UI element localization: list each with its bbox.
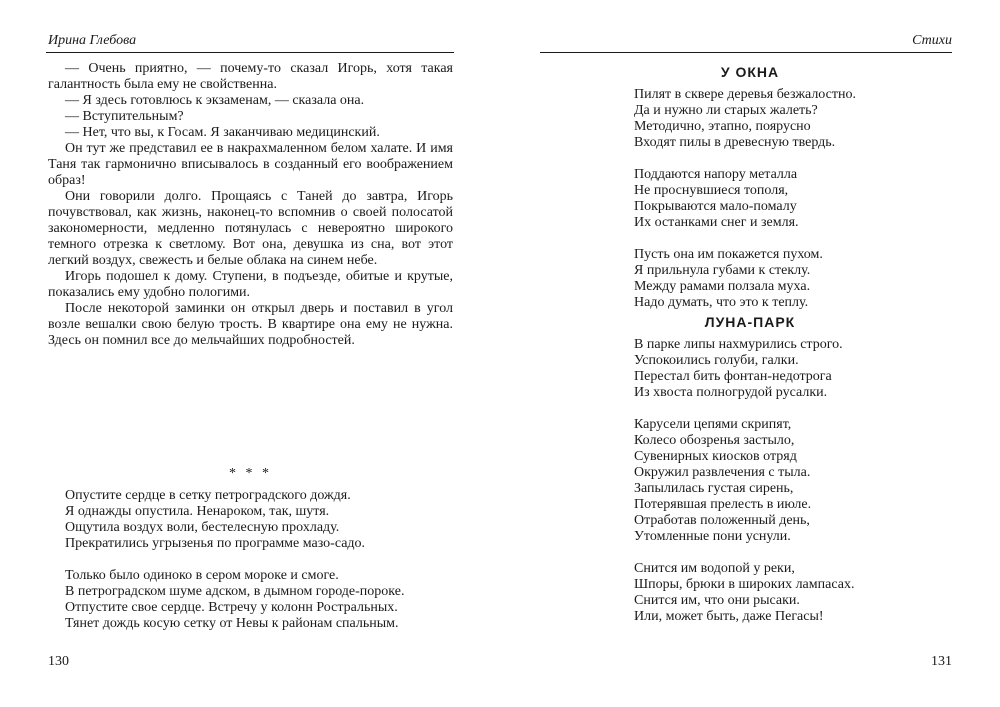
- stanza: [634, 337, 854, 401]
- verse-line: Опустите сердце в сетку петроградского дождя.: [65, 488, 351, 503]
- paragraph: — Очень приятно, — почему-то сказал Игорь, хотя такая галантность была ему не свойственна.: [48, 61, 453, 92]
- verse-line: Да и нужно ли старых жалеть?: [634, 103, 818, 118]
- page-number: 131: [931, 654, 952, 669]
- verse-line: Поддаются напору металла: [634, 167, 798, 182]
- verse-line: Отпустите свое сердце. Встречу у колонн Ростральных.: [65, 600, 398, 615]
- verse-line: Прекратились угрызенья по программе мазо-садо.: [65, 536, 366, 551]
- verse-line: Из хвоста полногрудой русалки.: [634, 385, 828, 400]
- stanza: [65, 568, 404, 632]
- paragraph: Он тут же представил ее в накрахмаленном белом халате. И имя Таня так гармонично вписывалось в созданный его воображением образ!: [48, 141, 453, 188]
- verse-line: Перестал бить фонтан-недотрога: [634, 369, 832, 384]
- paragraph: После некоторой заминки он открыл дверь и поставил в угол возле вешалки свою белую трость. В квартире она ему не нужна. Здесь он помнил все до мельчайших подробностей.: [48, 301, 453, 348]
- page-number: 130: [48, 654, 69, 669]
- verse-line: Отработав положенный день,: [634, 513, 810, 528]
- verse-line: Колесо обозренья застыло,: [634, 433, 795, 448]
- poem-title: ЛУНА-ПАРК: [704, 314, 796, 330]
- running-head-author: Ирина Глебова: [48, 33, 137, 48]
- prose-excerpt: [48, 61, 453, 349]
- verse-line: Запылилась густая сирень,: [634, 481, 794, 496]
- poem-luna-park: [634, 337, 854, 625]
- verse-line: Окружил развлечения с тыла.: [634, 465, 811, 480]
- verse-line: Шпоры, брюки в широких лампасах.: [634, 577, 855, 592]
- paragraph: — Я здесь готовлюсь к экзаменам, — сказала она.: [65, 93, 365, 108]
- verse-line: Только было одиноко в сером мороке и смоге.: [65, 568, 339, 583]
- verse-line: Я прильнула губами к стеклу.: [634, 263, 811, 278]
- poem-separator: * * *: [229, 466, 272, 481]
- verse-line: Снится им, что они рысаки.: [634, 593, 800, 608]
- verse-line: Их останками снег и земля.: [634, 215, 799, 230]
- verse-line: Успокоились голуби, галки.: [634, 353, 799, 368]
- stanza: [634, 167, 856, 231]
- verse-line: Между рамами ползала муха.: [634, 279, 811, 294]
- verse-line: В петроградском шуме адском, в дымном городе-пороке.: [65, 584, 405, 599]
- verse-line: Методично, этапно, поярусно: [634, 119, 811, 134]
- paragraph: — Нет, что вы, к Госам. Я заканчиваю медицинский.: [65, 125, 380, 140]
- poem-title: У ОКНА: [720, 64, 780, 80]
- verse-line: В парке липы нахмурились строго.: [634, 337, 843, 352]
- verse-line: Пусть она им покажется пухом.: [634, 247, 823, 262]
- stanza: [634, 247, 856, 311]
- verse-line: Надо думать, что это к теплу.: [634, 295, 809, 310]
- verse-line: Пилят в сквере деревья безжалостно.: [634, 87, 856, 102]
- verse-line: Я однажды опустила. Ненароком, так, шутя.: [65, 504, 330, 519]
- stanza: [634, 87, 856, 151]
- header-rule: [46, 52, 454, 53]
- stanza: [65, 488, 404, 552]
- stanza: [634, 561, 854, 625]
- verse-line: Сувенирных киосков отряд: [634, 449, 797, 464]
- verse-line: Не проснувшиеся тополя,: [634, 183, 789, 198]
- verse-line: Входят пилы в древесную твердь.: [634, 135, 836, 150]
- poem-untitled: [65, 488, 404, 632]
- right-page: [500, 0, 1000, 707]
- verse-line: Потерявшая прелесть в июле.: [634, 497, 812, 512]
- header-rule: [540, 52, 952, 53]
- paragraph: — Вступительным?: [65, 109, 184, 124]
- verse-line: Снится им водопой у реки,: [634, 561, 795, 576]
- verse-line: Карусели цепями скрипят,: [634, 417, 792, 432]
- verse-line: Или, может быть, даже Пегасы!: [634, 609, 824, 624]
- verse-line: Покрываются мало-помалу: [634, 199, 797, 214]
- verse-line: Тянет дождь косую сетку от Невы к районам спальным.: [65, 616, 399, 631]
- paragraph: Игорь подошел к дому. Ступени, в подъезде, обитые и крутые, показались ему удобно пологими.: [48, 269, 453, 300]
- paragraph: Они говорили долго. Прощаясь с Таней до завтра, Игорь почувствовал, как жизнь, наконец-то вспомнив о своей полосатой закономерности, медленно потянулась с невероятно широкого темного отрезка к светлому. Вот она, девушка из сна, вот этот легкий воздух, свежесть и белые облака на синем небе.: [48, 189, 453, 268]
- running-head-section: Стихи: [912, 33, 952, 48]
- stanza: [634, 417, 854, 545]
- poem-u-okna: [634, 87, 856, 311]
- verse-line: Ощутила воздух воли, бестелесную прохладу.: [65, 520, 340, 535]
- verse-line: Утомленные пони уснули.: [634, 529, 791, 544]
